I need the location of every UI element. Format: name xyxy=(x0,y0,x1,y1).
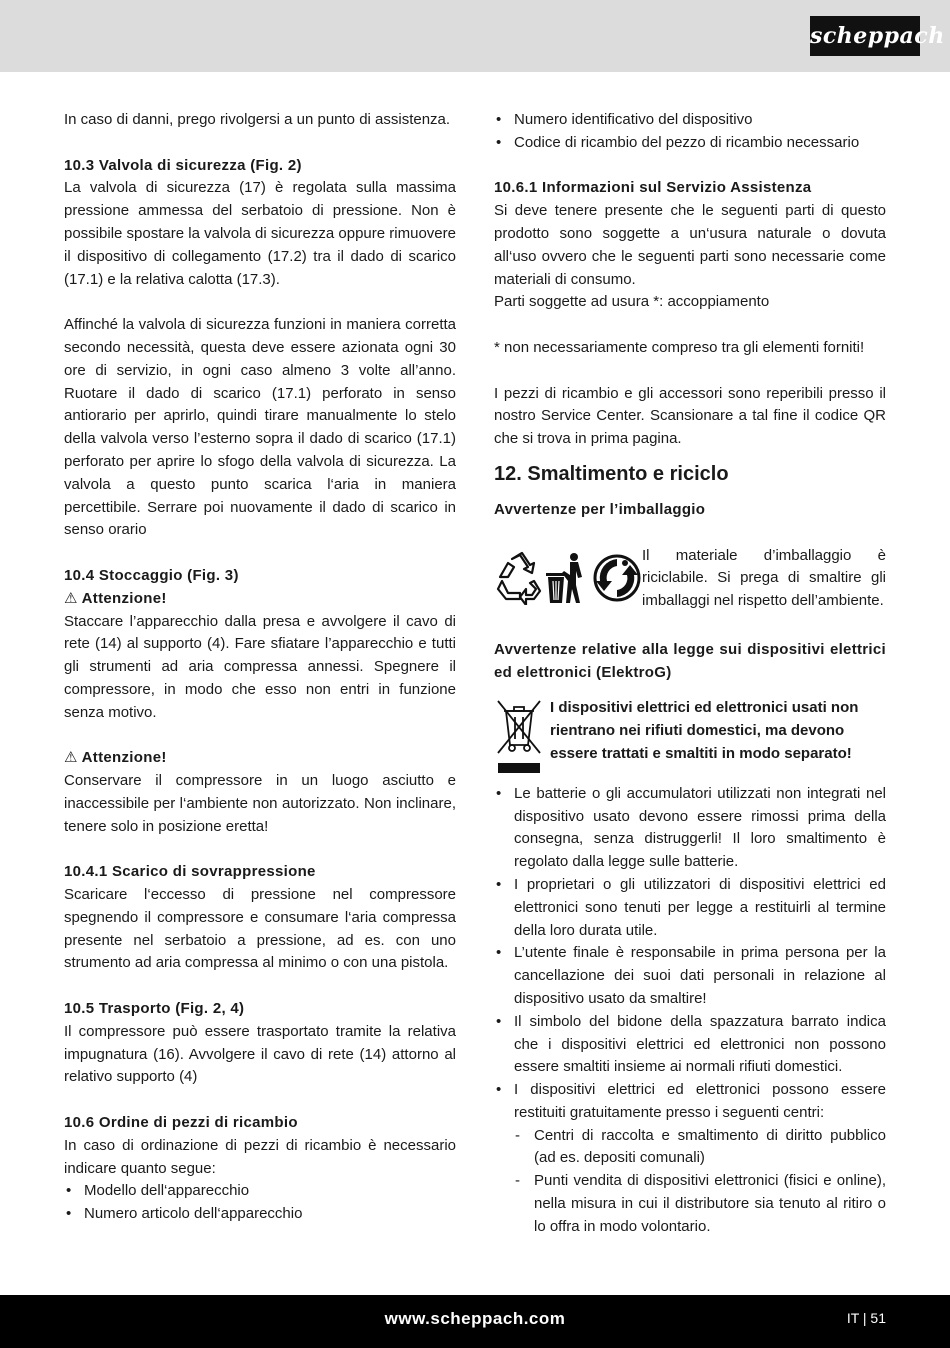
list-item: • L’utente finale è responsabile in prima persona per la cancellazione dei suoi dati personali in relazione al dispositivo usato da smaltire! xyxy=(494,942,886,1010)
paragraph: I pezzi di ricambio e gli accessori sono reperibili presso il nostro Service Center. Scansionare a tal fine il codice QR che si trova in prima pagina. xyxy=(494,384,886,448)
packaging-heading: Avvertenze per l’imballaggio xyxy=(494,500,706,518)
weee-heading: Avvertenze relative alla legge sui dispositivi elettrici ed elettronici (ElektroG) xyxy=(494,641,886,682)
warning-label: Attenzione! xyxy=(81,749,167,767)
paragraph: * non necessariamente compreso tra gli elementi forniti! xyxy=(494,338,865,356)
section-heading-10-4: 10.4 Stoccaggio (Fig. 3) xyxy=(64,566,239,584)
trash-bin-person-icon xyxy=(546,551,590,605)
packaging-icons xyxy=(494,551,642,617)
footer-band xyxy=(0,1295,950,1348)
left-column xyxy=(64,109,456,1226)
list-item: - Punti vendita di dispositivi elettronici (fisici e online), nella misura in cui il distributore sia tenuto al ritiro o lo offra in modo volontario. xyxy=(514,1170,886,1238)
paragraph: La valvola di sicurezza (17) è regolata sulla massima pressione ammessa del serbatoio di pressione. Non è possibile spostare la valvola di sicurezza oppure rimuovere il dispositivo di collegamento (17.2) tra il dado di scarico (17.1) e la relativa calotta (17.3). xyxy=(64,179,456,288)
paragraph: Scaricare l‘eccesso di pressione nel compressore spegnendo il compressore e consumare l‘aria compressa presente nel serbatoio a pressione, ad es. con uno strumento ad aria compressa al minimo o con una pistola. xyxy=(64,886,456,972)
section-heading-10-6: 10.6 Ordine di pezzi di ricambio xyxy=(64,1114,298,1132)
list-item: • Modello dell‘apparecchio xyxy=(64,1180,456,1203)
paragraph: Il compressore può essere trasportato tramite la relativa impugnatura (16). Avvolgere il cavo di rete (14) attorno al relativo supporto (4) xyxy=(64,1022,456,1086)
list-item: • Numero identificativo del dispositivo xyxy=(494,109,886,132)
list-item: • Codice di ricambio del pezzo di ricambio necessario xyxy=(494,132,886,155)
list-item-text: I dispositivi elettrici ed elettronici possono essere restituiti gratuitamente presso i seguenti centri: xyxy=(514,1081,886,1121)
list-item: • Numero articolo dell‘apparecchio xyxy=(64,1203,456,1226)
paragraph: Il materiale d’imballaggio è riciclabile. Si prega di smaltire gli imballaggi nel rispetto dell’ambiente. xyxy=(642,546,886,610)
page-number: IT | 51 xyxy=(846,1310,886,1326)
warning-heading xyxy=(64,588,456,611)
section-heading-12: 12. Smaltimento e riciclo xyxy=(494,462,729,485)
weee-statement: I dispositivi elettrici ed elettronici usati non rientrano nei rifiuti domestici, ma devono essere trattati e smaltiti in modo separato! xyxy=(550,698,859,762)
paragraph: In caso di danni, prego rivolgersi a un punto di assistenza. xyxy=(64,111,451,128)
warning-triangle-icon: ⚠ xyxy=(64,749,78,767)
warning-heading xyxy=(64,747,456,770)
dash-list xyxy=(514,1125,886,1239)
section-heading-10-3: 10.3 Valvola di sicurezza (Fig. 2) xyxy=(64,156,302,174)
packaging-notice xyxy=(494,545,886,617)
paragraph: Parti soggette ad usura *: accoppiamento xyxy=(494,293,770,311)
list-item: • I proprietari o gli utilizzatori di dispositivi elettrici ed elettronici sono tenuti per legge a restituirli al termine della loro durata utile. xyxy=(494,874,886,942)
recycle-icon xyxy=(494,551,544,605)
section-heading-10-4-1: 10.4.1 Scarico di sovrappressione xyxy=(64,863,316,881)
section-heading-10-5: 10.5 Trasporto (Fig. 2, 4) xyxy=(64,1000,245,1018)
weee-notice xyxy=(494,697,886,783)
paragraph: Si deve tenere presente che le seguenti parti di questo prodotto sono soggette a un‘usura naturale o dovuta all‘uso ovvero che le seguenti parti sono necessarie come materiali di consumo. xyxy=(494,202,886,288)
green-dot-icon xyxy=(592,551,642,605)
bullet-list xyxy=(494,109,886,155)
bullet-list xyxy=(64,1180,456,1226)
paragraph: In caso di ordinazione di pezzi di ricambio è necessario indicare quanto segue: xyxy=(64,1136,456,1177)
section-heading-10-6-1: 10.6.1 Informazioni sul Servizio Assistenza xyxy=(494,179,812,197)
brand-logo: scheppach xyxy=(810,16,920,56)
footer-url[interactable]: www.scheppach.com xyxy=(384,1309,566,1328)
header-band xyxy=(0,0,950,72)
paragraph: Affinché la valvola di sicurezza funzioni in maniera corretta secondo necessità, questa deve essere azionata ogni 30 ore di servizio, in ogni caso almeno 3 volte all’anno. Ruotare il dado di scarico (17.1) perforato in senso antiorario per aprirlo, quindi tirare manualmente lo stelo della valvola verso l’esterno sopra il dado di scarico (17.1) perforato per aprire lo sfogo della valvola di sicurezza. La valvola a questo punto scarica l‘aria in maniera percettibile. Serrare poi nuovamente il dado di scarico in senso orario xyxy=(64,316,456,539)
list-item: • Le batterie o gli accumulatori utilizzati non integrati nel dispositivo usato devono essere rimossi prima della consegna, senza distruggerli! Il loro smaltimento è regolato dalla legge sulle batterie. xyxy=(494,783,886,874)
list-item xyxy=(494,1079,886,1239)
crossed-out-bin-icon xyxy=(494,697,546,783)
paragraph: Conservare il compressore in un luogo asciutto e inaccessibile per l‘ambiente non autorizzato. Non inclinare, tenere solo in posizione eretta! xyxy=(64,772,456,835)
bullet-list xyxy=(494,783,886,1239)
list-item: • Il simbolo del bidone della spazzatura barrato indica che i dispositivi elettrici ed elettronici non possono essere smaltiti insieme ai normali rifiuti domestici. xyxy=(494,1011,886,1079)
paragraph: Staccare l’apparecchio dalla presa e avvolgere il cavo di rete (14) al supporto (4). Fare sfiatare l’apparecchio e tutti gli strumenti ad aria compressa annessi. Spegnere il compressore, in modo che esso non entri in funzione senza motivo. xyxy=(64,612,456,721)
warning-triangle-icon: ⚠ xyxy=(64,589,78,607)
warning-label: Attenzione! xyxy=(81,589,167,607)
right-column xyxy=(494,109,886,1239)
list-item: - Centri di raccolta e smaltimento di diritto pubblico (ad es. depositi comunali) xyxy=(514,1125,886,1171)
